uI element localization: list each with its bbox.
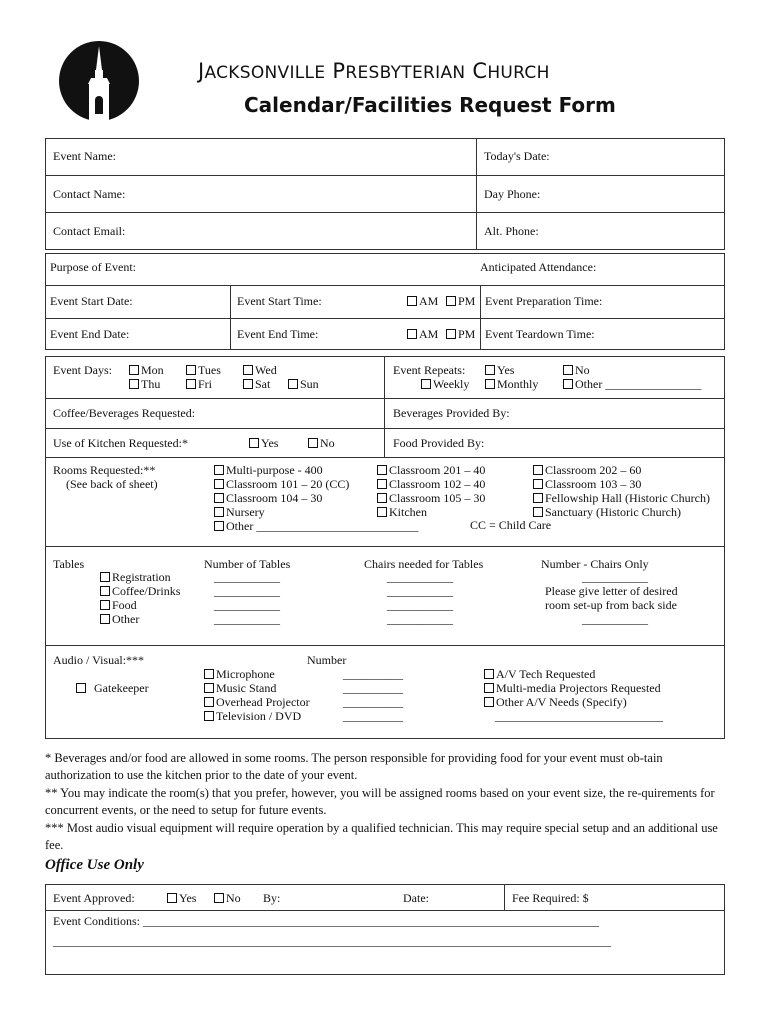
day-thu-checkbox[interactable]: Thu xyxy=(129,377,160,391)
checkbox-icon xyxy=(563,365,573,375)
day-fri-checkbox[interactable]: Fri xyxy=(186,377,212,391)
checkbox-icon xyxy=(243,379,253,389)
day-phone-field[interactable]: Day Phone: xyxy=(484,187,541,201)
repeat-no-checkbox[interactable]: No xyxy=(563,363,590,377)
chairs-only-count[interactable]: ___________ xyxy=(582,570,648,584)
checkbox-icon xyxy=(129,379,139,389)
checkbox-icon xyxy=(204,711,214,721)
checkbox-icon xyxy=(533,465,543,475)
checkbox-icon xyxy=(533,493,543,503)
repeat-other-checkbox[interactable]: Other ________________ xyxy=(563,377,701,391)
checkbox-icon xyxy=(484,683,494,693)
checkbox-icon xyxy=(100,572,110,582)
av-microphone-checkbox[interactable]: Microphone xyxy=(204,667,275,681)
checkbox-icon xyxy=(100,586,110,596)
start-pm-checkbox[interactable]: PM xyxy=(446,294,475,308)
checkbox-icon xyxy=(76,683,86,693)
approved-yes-checkbox[interactable]: Yes xyxy=(167,891,196,905)
event-box xyxy=(45,253,725,350)
event-approved-label: Event Approved: xyxy=(53,891,135,905)
checkbox-icon xyxy=(421,379,431,389)
kitchen-no-checkbox[interactable]: No xyxy=(308,436,335,450)
repeat-yes-checkbox[interactable]: Yes xyxy=(485,363,514,377)
checkbox-icon xyxy=(186,379,196,389)
checkbox-icon xyxy=(485,379,495,389)
chairs-only-header: Number - Chairs Only xyxy=(541,557,649,571)
alt-phone-field[interactable]: Alt. Phone: xyxy=(484,224,539,238)
approved-date-field[interactable]: Date: xyxy=(403,891,429,905)
table-count-food[interactable]: ___________ xyxy=(214,598,280,612)
food-by-field[interactable]: Food Provided By: xyxy=(393,436,485,450)
checkbox-icon xyxy=(308,438,318,448)
av-number-header: Number xyxy=(307,653,347,667)
room-101-checkbox[interactable]: Classroom 101 – 20 (CC) xyxy=(214,477,349,491)
checkbox-icon xyxy=(407,329,417,339)
approved-no-checkbox[interactable]: No xyxy=(214,891,241,905)
rooms-sublabel: (See back of sheet) xyxy=(66,477,158,491)
checkbox-icon xyxy=(446,329,456,339)
end-date-field[interactable]: Event End Date: xyxy=(50,327,130,341)
checkbox-icon xyxy=(204,683,214,693)
child-care-note: CC = Child Care xyxy=(470,518,552,532)
beverages-by-field[interactable]: Beverages Provided By: xyxy=(393,406,510,420)
attendance-field[interactable]: Anticipated Attendance: xyxy=(480,260,597,274)
day-sun-checkbox[interactable]: Sun xyxy=(288,377,319,391)
note-rooms: ** You may indicate the room(s) that you prefer, however, you will be assigned rooms based on your event size, the re-quirements for concurrent events, or the need to setup for future events. xyxy=(45,786,715,817)
end-time-field[interactable]: Event End Time: xyxy=(237,327,319,341)
purpose-field[interactable]: Purpose of Event: xyxy=(50,260,136,274)
room-103-checkbox[interactable]: Classroom 103 – 30 xyxy=(533,477,641,491)
day-mon-checkbox[interactable]: Mon xyxy=(129,363,164,377)
checkbox-icon xyxy=(533,479,543,489)
checkbox-icon xyxy=(186,365,196,375)
event-name-field[interactable]: Event Name: xyxy=(53,149,116,163)
av-other-specify-field[interactable]: ____________________________ xyxy=(495,709,663,723)
repeat-weekly-checkbox[interactable]: Weekly xyxy=(421,377,469,391)
av-count-tv[interactable]: __________ xyxy=(343,709,403,723)
day-tues-checkbox[interactable]: Tues xyxy=(186,363,221,377)
church-logo xyxy=(58,40,140,122)
table-count-other[interactable]: ___________ xyxy=(214,612,280,626)
kitchen-yes-checkbox[interactable]: Yes xyxy=(249,436,278,450)
av-count-music-stand[interactable]: __________ xyxy=(343,681,403,695)
checkbox-icon xyxy=(446,296,456,306)
av-projectors-checkbox[interactable]: Multi-media Projectors Requested xyxy=(484,681,661,695)
chairs-count-other[interactable]: ___________ xyxy=(387,612,453,626)
checkbox-icon xyxy=(129,365,139,375)
contact-name-field[interactable]: Contact Name: xyxy=(53,187,126,201)
teardown-time-field[interactable]: Event Teardown Time: xyxy=(485,327,595,341)
start-date-field[interactable]: Event Start Date: xyxy=(50,294,133,308)
checkbox-icon xyxy=(214,507,224,517)
checkbox-icon xyxy=(214,893,224,903)
room-sanctuary-checkbox[interactable]: Sanctuary (Historic Church) xyxy=(533,505,681,519)
checkbox-icon xyxy=(100,614,110,624)
checkbox-icon xyxy=(484,697,494,707)
room-201-checkbox[interactable]: Classroom 201 – 40 xyxy=(377,463,485,477)
start-am-checkbox[interactable]: AM xyxy=(407,294,438,308)
table-other-checkbox[interactable]: Other xyxy=(100,612,139,626)
day-wed-checkbox[interactable]: Wed xyxy=(243,363,277,377)
chairs-tables-header: Chairs needed for Tables xyxy=(364,557,484,571)
table-count-coffee[interactable]: ___________ xyxy=(214,584,280,598)
checkbox-icon xyxy=(377,507,387,517)
church-name: JACKSONVILLE PRESBYTERIAN CHURCH xyxy=(198,59,550,83)
note-av: *** Most audio visual equipment will require operation by a qualified technician. This may require special setup and an additional use fee. xyxy=(45,821,718,852)
todays-date-field[interactable]: Today's Date: xyxy=(484,149,550,163)
setup-letter-note-1: Please give letter of desired xyxy=(545,584,678,598)
room-kitchen-checkbox[interactable]: Kitchen xyxy=(377,505,427,519)
note-beverages: * Beverages and/or food are allowed in some rooms. The person responsible for providing food for your event must ob-tain authorization to use the kitchen prior to the date of your event. xyxy=(45,751,663,782)
room-105-checkbox[interactable]: Classroom 105 – 30 xyxy=(377,491,485,505)
checkbox-icon xyxy=(167,893,177,903)
room-nursery-checkbox[interactable]: Nursery xyxy=(214,505,265,519)
chairs-count-coffee[interactable]: ___________ xyxy=(387,584,453,598)
room-202-checkbox[interactable]: Classroom 202 – 60 xyxy=(533,463,641,477)
office-use-title: Office Use Only xyxy=(45,857,144,873)
coffee-field[interactable]: Coffee/Beverages Requested: xyxy=(53,406,196,420)
approved-by-field[interactable]: By: xyxy=(263,891,281,905)
av-other-checkbox[interactable]: Other A/V Needs (Specify) xyxy=(484,695,627,709)
checkbox-icon xyxy=(377,493,387,503)
table-count-registration[interactable]: ___________ xyxy=(214,570,280,584)
event-days-label: Event Days: xyxy=(53,363,112,377)
av-tech-checkbox[interactable]: A/V Tech Requested xyxy=(484,667,595,681)
checkbox-icon xyxy=(377,479,387,489)
day-sat-checkbox[interactable]: Sat xyxy=(243,377,270,391)
checkbox-icon xyxy=(533,507,543,517)
checkbox-icon xyxy=(563,379,573,389)
checkbox-icon xyxy=(214,465,224,475)
table-food-checkbox[interactable]: Food xyxy=(100,598,137,612)
checkbox-icon xyxy=(484,669,494,679)
room-102-checkbox[interactable]: Classroom 102 – 40 xyxy=(377,477,485,491)
av-music-stand-checkbox[interactable]: Music Stand xyxy=(204,681,276,695)
setup-letter-field[interactable]: ___________ xyxy=(582,612,648,626)
tables-label: Tables xyxy=(53,557,85,571)
room-104-checkbox[interactable]: Classroom 104 – 30 xyxy=(214,491,322,505)
av-overhead-checkbox[interactable]: Overhead Projector xyxy=(204,695,310,709)
event-repeats-label: Event Repeats: xyxy=(393,363,466,377)
contact-email-field[interactable]: Contact Email: xyxy=(53,224,126,238)
checkbox-icon xyxy=(249,438,259,448)
table-registration-checkbox[interactable]: Registration xyxy=(100,570,171,584)
av-label: Audio / Visual:*** xyxy=(53,653,145,667)
checkbox-icon xyxy=(288,379,298,389)
room-multipurpose-checkbox[interactable]: Multi-purpose - 400 xyxy=(214,463,323,477)
checkbox-icon xyxy=(243,365,253,375)
office-box xyxy=(45,884,725,975)
av-count-microphone[interactable]: __________ xyxy=(343,667,403,681)
num-tables-header: Number of Tables xyxy=(204,557,291,571)
end-am-checkbox[interactable]: AM xyxy=(407,327,438,341)
repeat-monthly-checkbox[interactable]: Monthly xyxy=(485,377,538,391)
event-conditions-line[interactable]: _____________________________________________________________________________________________ xyxy=(53,934,611,948)
rooms-label: Rooms Requested:** xyxy=(53,463,156,477)
chairs-count-food[interactable]: ___________ xyxy=(387,598,453,612)
gatekeeper-checkbox[interactable]: Gatekeeper xyxy=(76,681,149,695)
kitchen-label: Use of Kitchen Requested:* xyxy=(53,436,188,450)
start-time-field[interactable]: Event Start Time: xyxy=(237,294,322,308)
av-tv-checkbox[interactable]: Television / DVD xyxy=(204,709,301,723)
end-pm-checkbox[interactable]: PM xyxy=(446,327,475,341)
prep-time-field[interactable]: Event Preparation Time: xyxy=(485,294,603,308)
room-other-checkbox[interactable]: Other ___________________________ xyxy=(214,519,418,533)
checkbox-icon xyxy=(214,479,224,489)
room-fellowship-checkbox[interactable]: Fellowship Hall (Historic Church) xyxy=(533,491,710,505)
av-count-overhead[interactable]: __________ xyxy=(343,695,403,709)
checkbox-icon xyxy=(214,521,224,531)
checkbox-icon xyxy=(377,465,387,475)
table-coffee-checkbox[interactable]: Coffee/Drinks xyxy=(100,584,180,598)
checkbox-icon xyxy=(485,365,495,375)
form-title: Calendar/Facilities Request Form xyxy=(244,93,616,117)
checkbox-icon xyxy=(204,669,214,679)
checkbox-icon xyxy=(214,493,224,503)
checkbox-icon xyxy=(100,600,110,610)
contact-box xyxy=(45,138,725,250)
checkbox-icon xyxy=(407,296,417,306)
fee-required-field[interactable]: Fee Required: $ xyxy=(512,891,589,905)
event-conditions-field[interactable]: Event Conditions: ____________________________________________________________________________ xyxy=(53,914,599,928)
checkbox-icon xyxy=(204,697,214,707)
setup-letter-note-2: room set-up from back side xyxy=(545,598,677,612)
chairs-count-registration[interactable]: ___________ xyxy=(387,570,453,584)
